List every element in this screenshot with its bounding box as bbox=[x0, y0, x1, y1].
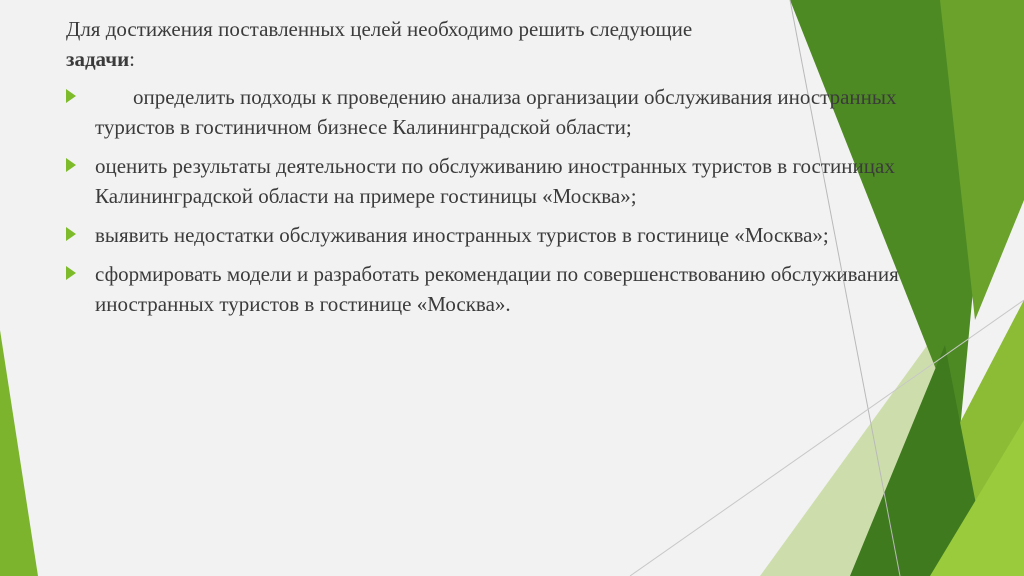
intro-suffix: : bbox=[129, 47, 136, 71]
bullet-arrow-icon bbox=[66, 89, 76, 103]
left-green-sliver bbox=[0, 330, 38, 576]
task-text: оценить результаты деятельности по обслуживанию иностранных туристов в гостиницах Калининградской области на примере гостиницы «Москва»; bbox=[95, 154, 895, 208]
bullet-arrow-icon bbox=[66, 227, 76, 241]
task-text: сформировать модели и разработать рекомендации по совершенствованию обслуживания иностранных туристов в гостинице «Москва». bbox=[95, 262, 899, 316]
task-text: выявить недостатки обслуживания иностранных туристов в гостинице «Москва»; bbox=[95, 223, 829, 247]
list-item bbox=[66, 220, 916, 250]
bullet-arrow-icon bbox=[66, 158, 76, 172]
bullet-arrow-icon bbox=[66, 266, 76, 280]
intro-text: Для достижения поставленных целей необходимо решить следующие bbox=[66, 17, 693, 41]
list-item bbox=[66, 259, 916, 319]
task-text: определить подходы к проведению анализа организации обслуживания иностранных туристов в гостиничном бизнесе Калининградской области; bbox=[95, 85, 897, 139]
intro-paragraph bbox=[66, 14, 916, 74]
intro-emphasis: задачи bbox=[66, 47, 130, 71]
task-list bbox=[66, 82, 916, 319]
list-item bbox=[66, 151, 916, 211]
list-item bbox=[66, 82, 916, 142]
slide-content bbox=[66, 14, 916, 328]
